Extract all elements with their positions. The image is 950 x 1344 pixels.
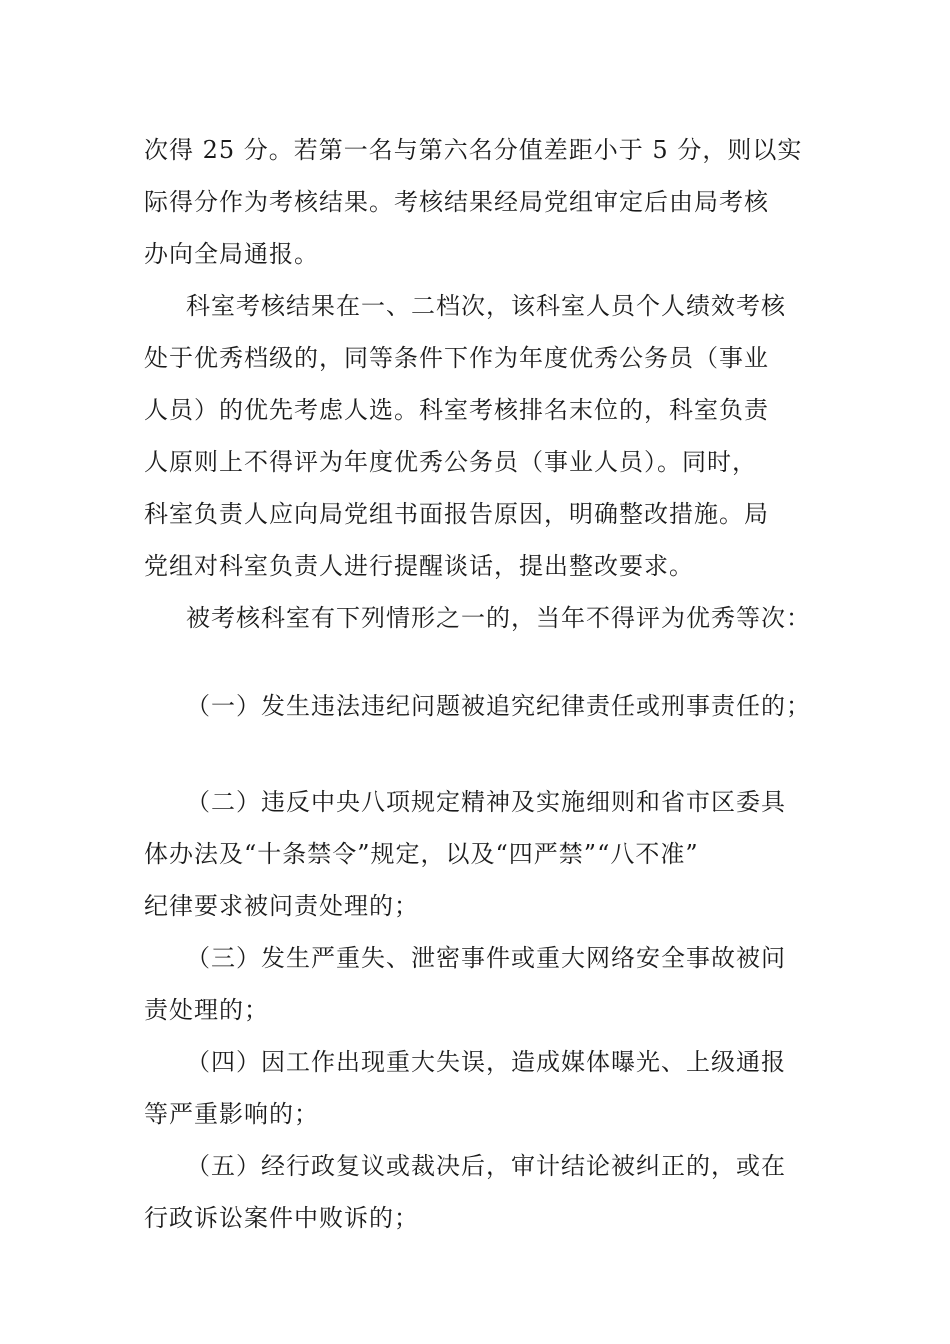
- list-item-line: 行政诉讼案件中败诉的；: [144, 1204, 419, 1232]
- list-item-line: 责处理的；: [144, 996, 269, 1024]
- list-item-line: （三）发生严重失、泄密事件或重大网络安全事故被问: [186, 944, 786, 972]
- list-item-line: （四）因工作出现重大失误，造成媒体曝光、上级通报: [186, 1048, 786, 1076]
- paragraph-line: 被考核科室有下列情形之一的，当年不得评为优秀等次：: [186, 604, 811, 632]
- paragraph-line: 科室考核结果在一、二档次，该科室人员个人绩效考核: [186, 292, 786, 320]
- paragraph-line: 处于优秀档级的，同等条件下作为年度优秀公务员（事业: [144, 344, 769, 372]
- paragraph-line: 人原则上不得评为年度优秀公务员（事业人员）。同时，: [144, 448, 757, 476]
- paragraph-line: 际得分作为考核结果。考核结果经局党组审定后由局考核: [144, 188, 769, 216]
- list-item-line: （一）发生违法违纪问题被追究纪律责任或刑事责任的；: [186, 692, 811, 720]
- paragraph-line: 人员）的优先考虑人选。科室考核排名末位的，科室负责: [144, 396, 769, 424]
- list-item-line: （二）违反中央八项规定精神及实施细则和省市区委具: [186, 788, 786, 816]
- list-item-line: 纪律要求被问责处理的；: [144, 892, 419, 920]
- list-item-line: 体办法及“十条禁令”规定，以及“四严禁”“八不准”: [144, 840, 699, 868]
- paragraph-line: 科室负责人应向局党组书面报告原因，明确整改措施。局: [144, 500, 769, 528]
- list-item-line: 等严重影响的；: [144, 1100, 319, 1128]
- paragraph-line: 办向全局通报。: [144, 240, 319, 268]
- paragraph-line: 次得 25 分。若第一名与第六名分值差距小于 5 分，则以实: [144, 136, 803, 164]
- list-item-line: （五）经行政复议或裁决后，审计结论被纠正的，或在: [186, 1152, 786, 1180]
- paragraph-line: 党组对科室负责人进行提醒谈话，提出整改要求。: [144, 552, 694, 580]
